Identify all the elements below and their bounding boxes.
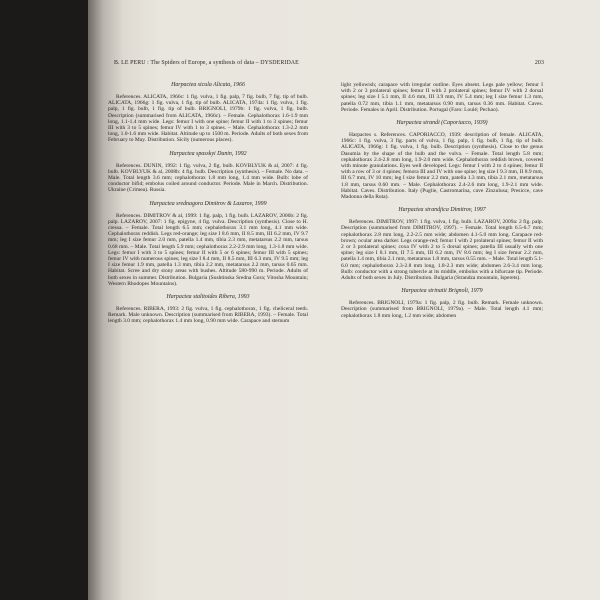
species-entry — [341, 120, 543, 200]
left-column — [108, 82, 308, 332]
header-text: B. LE PERU : The Spiders of Europe, a synthesis of data – DYSDERIDAE — [114, 60, 299, 66]
species-entry — [341, 288, 543, 319]
species-text: References. DIMITROV, 1997: 1 fig. vulva, 1 fig. bulb. LAZAROV, 2009a: 2 fig. palp. Description (summarised from DIMITROV, 1997). – Female. Total length 6.5-6.7 mm; cephalothorax 2.8 mm long, 2.2-2.5 mm wide; abdomen 4.1-5.0 mm long. Carapace red-brown; ocular area darker. Legs orange-red; femur I with 2 prolateral spines; femur II with 2 or 3 prolateral spines; coxa IV with 2 to 5 dorsal spines; patella III usually with one spine; leg size I 8.1 mm, II 7.5 mm, III 6.2 mm, IV 8.6 mm; leg I size femur 2.2 mm, patella 1.4 mm, tibia 2.1 mm, metatarsus 1.8 mm, tarsus 0.55 mm. – Male. Total length 5.1-6.0 mm; cephalothorax 2.3-2.8 mm long, 1.8-2.3 mm wide; abdomen 2.6-3.4 mm long. Bulb: conductor with a strong tubercle at its middle, embolus with a bifurcate tip. Periode. Adults of both sexes in July. Distribution. Bulgaria (Strandza mountain, Isperets). — [341, 219, 543, 282]
right-column — [341, 82, 543, 326]
species-text: References. DUNIN, 1992: 1 fig. vulva, 2 fig. bulb. KOVBLYUK & al, 2007: 4 fig. bulb. KOVBLYUK & al, 2008b: 4 fig. bulb. Description (synthesis). – Female. No data. – Male. Total length 3.6 mm; cephalothorax 1.8 mm long, 1.4 mm wide. Bulb: lobe of conductor bifid; embolus coiled around conductor. Periode. Male in March. Distribution. Ukraine (Crimea). Russia. — [108, 162, 308, 194]
species-text: Harpactes s. References. CAPORIACCO, 1939: description of female. ALICATA, 1966c: 1 fig. vulva, 3 fig. parts of vulva, 1 fig. palp, 1 fig. bulb, 1 fig. tip of bulb. ALICATA, 1966g: 1 fig. vulva, 1 fig. bulb. Description (synthesis). Close to the genus Dasumia by the shape of the bulb and the vulva. – Female. Total length 5.8 mm; cephalothorax 2.4-2.8 mm long, 1.9-2.0 mm wide. Cephalothorax reddish brown, covered with minute granulations. Eyes well developed. Legs: femur I with 2 to 4 spines; femur II with a row of 3 or 4 spines; femora III and IV with one spine; leg size I 9.3 mm, II 8.9 mm, III 6.7 mm, IV 10 mm; leg I size femur 2.2 mm, patella 1.3 mm, tibia 2.1 mm, metatarsus 1.8 mm, tarsus 0.60 mm. – Male. Cephalothorax 2.4-2.6 mm long, 1.9-2.1 mm wide. Habitat. Caves. Distribution. Italy (Puglie, Castromarina, cave Zinzulusa; Presicce, cave Madonna della Ruta). — [341, 132, 543, 201]
species-title: Harpactea strandjica Dimitrov, 1997 — [398, 207, 486, 214]
species-title: Harpactea sicula Alicata, 1966 — [171, 82, 245, 88]
running-header — [114, 60, 544, 66]
species-title: Harpactea strandi (Caporiacco, 1939) — [396, 120, 488, 127]
species-entry — [108, 294, 308, 325]
page-number: 203 — [534, 60, 544, 66]
species-title: Harpactea stalitoides Ribera, 1993 — [166, 294, 250, 301]
species-entry — [108, 151, 308, 194]
species-title: Harpactea spasskyi Dunin, 1992 — [169, 150, 247, 157]
species-title: Harpactea srednagora Dimitrov & Lazarov, 1999 — [149, 200, 267, 207]
species-entry — [341, 207, 543, 281]
book-page — [88, 0, 600, 600]
species-text: References. BRIGNOLI, 1979a: 1 fig. palp, 2 fig. bulb. Remark. Female unknown. Description (summarised from BRIGNOLI, 1979a). – Male. Total length 4.1 mm; cephalothorax 1.8 mm long, 1.2 mm wide; abdomen — [341, 300, 543, 319]
species-text: light yellowish; carapace with irregular outline. Eyes absent. Legs pale yellow; femur I with 2 or 3 prolateral spines; femur II with 2 prolateral spines; femur IV with 2 dorsal spines; leg size I 5.1 mm, II 4.6 mm, III 3.9 mm, IV 5.4 mm; leg I size femur 1.3 mm, patella 0.72 mm, tibia 1.1 mm, metatarsus 0.90 mm, tarsus 0.36 mm. Habitat. Caves. Periode. Females in April. Distribution. Portugal (Faro: Loulé; Pechao). — [341, 82, 543, 113]
species-text: References. DIMITROV & al, 1999: 1 fig. palp, 1 fig. bulb. LAZAROV, 2006b: 2 fig. palp. LAZAROV, 2007: 1 fig. epigyne, 4 fig. vulva. Description (synthesis). Close to H. cressa. – Female. Total length 6.5 mm; cephalothorax 3.1 mm long, 4.1 mm wide. Cephalothorax reddish. Legs red-orange; leg size I 8.6 mm, II 8.5 mm, III 6.2 mm, IV 9.7 mm; leg I size femur 2.0 mm, patella 1.4 mm, tibia 2.3 mm, metatarsus 2.2 mm, tarsus 0.68 mm. – Male. Total length 5.9 mm; cephalothorax 2.2-2.9 mm long, 1.3-1.8 mm wide. Legs: femur I with 3 to 5 spines; femur II with 5 or 6 spines; femur III with 5 spines; femur IV with numerous spines; leg size I 8.4 mm, II 8.5 mm, III 6.3 mm, IV 9.5 mm; leg I size femur 1.9 mm, patella 1.3 mm, tibia 2.2 mm, metatarsus 2.2 mm, tarsus 0.65 mm. Habitat. Scree and dry stony areas with bushes. Altitude 580-990 m. Periode. Adults of both sexes in summer. Distribution. Bulgaria (Sushtinska Sredna Gora; Vitosha Mountain; Western Rhodopes Mountains). — [108, 212, 308, 287]
species-entry — [108, 82, 308, 144]
species-text: References. RIBERA, 1993: 2 fig. vulva, 1 fig. cephalothorax, 1 fig. cheliceral teeth. Remark. Male unknown. Description (summarised from RIBERA, 1993). – Female. Total length 3.0 mm; cephalothorax 1.4 mm long, 0.90 mm wide. Carapace and sternum — [108, 306, 308, 325]
species-entry — [108, 201, 308, 287]
species-title: Harpactea strinatii Brignoli, 1979 — [401, 288, 483, 295]
species-text: References. ALICATA, 1966c: 1 fig. vulva, 1 fig. palp, 7 fig. bulb, 7 fig. tip of bulb. ALICATA, 1966g: 1 fig. vulva, 1 fig. tip of bulb. ALICATA, 1974a: 1 fig. vulva, 1 fig. palp, 1 fig. bulb, 1 fig. tip of bulb. BRIGNOLI, 1979b: 1 fig. vulva, 1 fig. bulb. Description (summarised from ALICATA, 1966c). – Female. Cephalothorax 1.6-1.9 mm long, 1.1-1.4 mm wide. Legs: femur I with one spine; femur II with 1 to 3 spines; femur III with 3 to 5 spines; femur IV with 1 to 3 spines. – Male. Cephalothorax 1.3-2.2 mm long, 1.0-1.6 mm wide. Habitat. Altitude up to 1500 m. Periode. Adults of both sexes from February to May. Distribution. Sicily (numerous places). — [108, 94, 308, 144]
species-entry-continued — [341, 82, 543, 113]
